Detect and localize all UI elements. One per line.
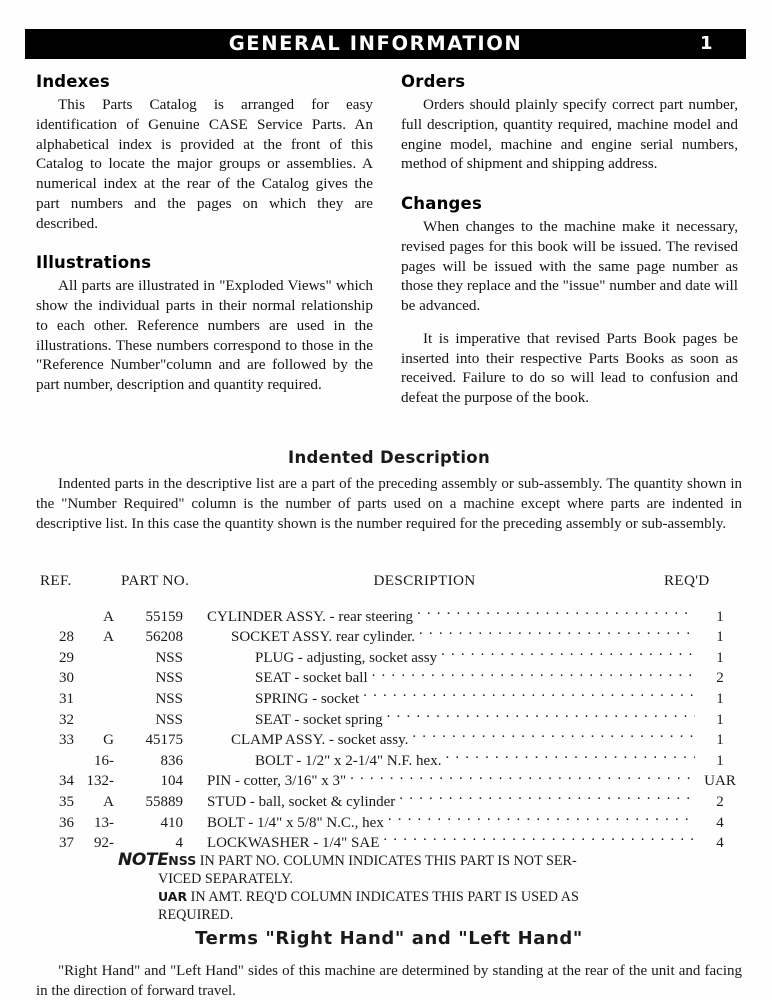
cell-req: 1 (716, 690, 724, 707)
cell-req: 1 (716, 649, 724, 666)
cell-ref: 30 (59, 670, 74, 687)
parts-table (36, 572, 742, 853)
dot-leader (350, 770, 695, 785)
cell-prefix: A (103, 629, 114, 646)
description-text: SPRING - socket (255, 690, 360, 707)
cell-description (183, 812, 698, 833)
section-heading-orders: Orders (401, 72, 466, 91)
paragraph-indexes: This Parts Catalog is arranged for easy identification of Genuine CASE Service Parts. An alphabetical index is provided at the front of this Catalog to locate the major groups or assemblies. A numerical index at the rear of the Catalog gives the part numbers and the pages on which they are described. (36, 96, 373, 232)
cell-part-no: NSS (155, 670, 183, 687)
cell-part-no: 56208 (145, 629, 183, 646)
cell-req: 2 (716, 793, 724, 810)
cell-req: 1 (716, 629, 724, 646)
cell-description (183, 688, 698, 709)
cell-req: 1 (716, 732, 724, 749)
table-row (36, 688, 742, 709)
cell-ref: 34 (59, 773, 74, 790)
cell-description (183, 606, 698, 627)
description-text: BOLT - 1/2" x 2-1/4" N.F. hex. (255, 752, 442, 769)
dot-leader (441, 647, 695, 662)
paragraph-illustrations: All parts are illustrated in "Exploded Views" which show the individual parts in their normal relationship to each other. Reference numbers are used in the illustrations. These numbers correspond to those in the "Reference Number"column and are followed by the part number, description and quantity required. (36, 277, 373, 393)
description-text: PLUG - adjusting, socket assy (255, 649, 438, 666)
dot-leader (399, 791, 695, 806)
cell-ref: 32 (59, 711, 74, 728)
cell-description (183, 729, 698, 750)
cell-part-no: 410 (160, 814, 183, 831)
section-heading-changes: Changes (401, 194, 482, 213)
table-body (36, 606, 742, 853)
note-line-nss-2 (118, 871, 728, 889)
cell-prefix: G (103, 732, 114, 749)
dot-leader (417, 606, 695, 621)
table-row (36, 729, 742, 750)
dot-leader (383, 832, 695, 847)
cell-req: UAR (704, 773, 736, 790)
cell-part-no: 4 (175, 835, 183, 852)
table-row (36, 667, 742, 688)
note-line-uar-1 (118, 888, 728, 907)
cell-ref: 33 (59, 732, 74, 749)
column-header-ref: REF. (40, 572, 72, 589)
left-column (36, 72, 373, 395)
table-row (36, 647, 742, 668)
description-text: SOCKET ASSY. rear cylinder. (231, 629, 416, 646)
paragraph-changes-2: It is imperative that revised Parts Book pages be inserted into their respective Parts Books as soon as received. Failure to do so will lead to confusion and defeat the purpose of the book. (401, 329, 738, 406)
page-header-bar (25, 29, 746, 59)
cell-ref: 37 (59, 835, 74, 852)
description-text: STUD - ball, socket & cylinder (207, 793, 396, 810)
section-heading-indented-description: Indented Description (288, 448, 490, 467)
section-heading-indexes: Indexes (36, 72, 110, 91)
description-text: BOLT - 1/4" x 5/8" N.C., hex (207, 814, 384, 831)
note-nss-text-1: IN PART NO. COLUMN INDICATES THIS PART IS NOT SER- (199, 853, 577, 869)
cell-req: 1 (716, 608, 724, 625)
dot-leader (412, 729, 695, 744)
paragraph-indented-description: Indented parts in the descriptive list are a part of the preceding assembly or sub-assembly. The quantity shown in the "Number Required" column is the number of parts used on a machine except where parts are indented in descriptive list. In this case the quantity shown is the number required for the preceding assembly or sub-assembly. (36, 476, 742, 532)
cell-description (183, 647, 698, 668)
cell-ref: 35 (59, 793, 74, 810)
note-uar-text-2: REQUIRED. (158, 906, 234, 923)
note-uar-text-1: IN AMT. REQ'D COLUMN INDICATES THIS PART IS USED AS (190, 889, 579, 905)
page-number: 1 (700, 33, 713, 54)
dot-leader (388, 812, 695, 827)
section-heading-terms: Terms "Right Hand" and "Left Hand" (195, 928, 583, 949)
cell-ref: 29 (59, 649, 74, 666)
cell-prefix: A (103, 608, 114, 625)
cell-description (183, 791, 698, 812)
paragraph-terms: "Right Hand" and "Left Hand" sides of this machine are determined by standing at the rear of the unit and facing in the direction of forward travel. (36, 963, 742, 999)
cell-req: 4 (716, 835, 724, 852)
cell-part-no: NSS (155, 649, 183, 666)
column-header-part-no: PART NO. (121, 572, 190, 589)
cell-description (183, 832, 698, 853)
cell-ref: 36 (59, 814, 74, 831)
description-text: CLAMP ASSY. - socket assy. (231, 732, 409, 749)
cell-description (183, 750, 698, 771)
abbr-nss: NSS (168, 853, 197, 868)
description-text: PIN - cotter, 3/16" x 3" (207, 773, 347, 790)
cell-description (183, 667, 698, 688)
table-row (36, 626, 742, 647)
cell-part-no: NSS (155, 711, 183, 728)
abbr-uar: UAR (158, 889, 188, 904)
dot-leader (372, 667, 695, 682)
description-text: CYLINDER ASSY. - rear steering (207, 608, 413, 625)
cell-req: 4 (716, 814, 724, 831)
column-header-description: DESCRIPTION (373, 572, 476, 589)
dot-leader (363, 688, 695, 703)
cell-part-no: 55159 (145, 608, 183, 625)
page-title: GENERAL INFORMATION (228, 32, 523, 56)
indented-description-section (36, 448, 742, 535)
table-row (36, 770, 742, 791)
cell-req: 2 (716, 670, 724, 687)
section-heading-illustrations: Illustrations (36, 253, 152, 273)
cell-req: 1 (716, 752, 724, 769)
cell-prefix: 92- (94, 835, 114, 852)
description-text: LOCKWASHER - 1/4" SAE (207, 835, 380, 852)
note-line-nss-1 (118, 852, 728, 871)
cell-part-no: NSS (155, 690, 183, 707)
description-text: SEAT - socket spring (255, 711, 383, 728)
cell-part-no: 836 (160, 752, 183, 769)
table-row (36, 606, 742, 627)
note-block (118, 852, 728, 924)
column-header-req: REQ'D (664, 572, 710, 589)
cell-req: 1 (716, 711, 724, 728)
dot-leader (445, 750, 695, 765)
cell-description (183, 770, 698, 791)
paragraph-orders: Orders should plainly specify correct part number, full description, quantity required, machine model and engine model, machine and engine serial numbers, method of shipment and shipping address. (401, 96, 738, 173)
cell-ref: 28 (59, 629, 74, 646)
cell-part-no: 104 (160, 773, 183, 790)
note-label: NOTE (118, 850, 169, 870)
dot-leader (419, 626, 695, 641)
table-row (36, 791, 742, 812)
note-line-uar-2 (118, 907, 728, 925)
cell-description (183, 626, 698, 647)
cell-prefix: A (103, 793, 114, 810)
dot-leader (387, 709, 695, 724)
cell-description (183, 709, 698, 730)
cell-prefix: 132- (86, 773, 114, 790)
right-column (401, 72, 738, 408)
description-text: SEAT - socket ball (255, 670, 368, 687)
cell-prefix: 13- (94, 814, 114, 831)
table-row (36, 750, 742, 771)
table-row (36, 709, 742, 730)
cell-part-no: 55889 (145, 793, 183, 810)
two-column-body (36, 72, 742, 408)
cell-part-no: 45175 (145, 732, 183, 749)
note-nss-text-2: VICED SEPARATELY. (158, 870, 293, 887)
paragraph-changes-1: When changes to the machine make it necessary, revised pages for this book will be issued. The revised pages will be issued with the same page number as those they replace and the "issue" number and date will be advanced. (401, 218, 738, 314)
cell-prefix: 16- (94, 752, 114, 769)
cell-ref: 31 (59, 690, 74, 707)
table-row (36, 812, 742, 833)
table-header-row (36, 572, 742, 591)
